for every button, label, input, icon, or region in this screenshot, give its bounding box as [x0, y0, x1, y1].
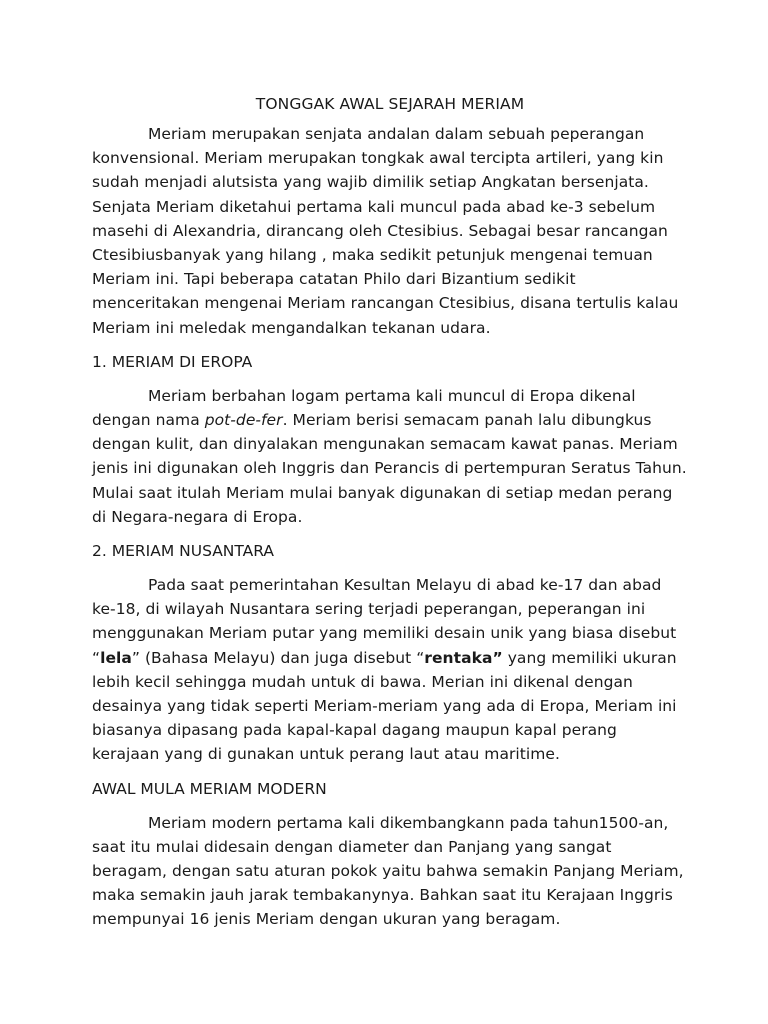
nusantara-text-3: yang memiliki ukuran lebih kecil sehingga mudah untuk di bawa. Merian ini dikenal dengan desainya yang tidak seperti Meriam-meriam yang ada di Eropa, Meriam ini biasanya dipasang pada kapal-kapal dagang maupun kapal perang kerajaan yang di gunakan untuk perang laut atau maritime. [92, 648, 677, 764]
nusantara-paragraph [92, 573, 688, 767]
nusantara-text-2: ” (Bahasa Melayu) dan juga disebut “ [131, 648, 425, 667]
modern-paragraph: Meriam modern pertama kali dikembangkann pada tahun1500-an, saat itu mulai didesain dengan diameter dan Panjang yang sangat beragam, dengan satu aturan pokok yaitu bahwa semakin Panjang Meriam, maka semakin jauh jarak tembakanynya. Bahkan saat itu Kerajaan Inggris mempunyai 16 jenis Meriam dengan ukuran yang beragam. [92, 813, 684, 929]
section-heading-eropa: 1. MERIAM DI EROPA [92, 352, 253, 371]
document-title: TONGGAK AWAL SEJARAH MERIAM [255, 95, 525, 113]
eropa-italic-term: pot-de-fer [204, 411, 283, 430]
eropa-paragraph [92, 384, 688, 529]
eropa-text-2: . Meriam berisi semacam panah lalu dibungkus dengan kulit, dan dinyalakan mengunakan semacam kawat panas. Meriam jenis ini digunakan oleh Inggris dan Perancis di pertempuran Seratus Tahun. Mulai saat itulah Meriam mulai banyak digunakan di setiap medan perang di Negara-negara di Eropa. [92, 411, 687, 526]
nusantara-bold-lela: lela [100, 648, 132, 667]
nusantara-bold-rentaka: rentaka” [424, 648, 503, 667]
eropa-text-1: Meriam berbahan logam pertama kali muncul di Eropa dikenal dengan nama [92, 386, 636, 430]
nusantara-text-1: Pada saat pemerintahan Kesultan Melayu di abad ke-17 dan abad ke-18, di wilayah Nusantara sering terjadi peperangan, peperangan ini menggunakan Meriam putar yang memiliki desain unik yang biasa disebut “ [92, 576, 677, 667]
section-heading-nusantara: 2. MERIAM NUSANTARA [92, 542, 275, 561]
intro-paragraph: Meriam merupakan senjata andalan dalam sebuah peperangan konvensional. Meriam merupakan tongkak awal tercipta artileri, yang kin sudah menjadi alutsista yang wajib dimilik setiap Angkatan bersenjata. Senjata Meriam diketahui pertama kali muncul pada abad ke-3 sebelum masehi di Alexandria, dirancang oleh Ctesibius. Sebagai besar rancangan Ctesibiusbanyak yang hilang , maka sedikit petunjuk mengenai temuan Meriam ini. Tapi beberapa catatan Philo dari Bizantium sedikit menceritakan mengenai Meriam rancangan Ctesibius, disana tertulis kalau Meriam ini meledak mengandalkan tekanan udara. [92, 125, 679, 337]
section-heading-modern: AWAL MULA MERIAM MODERN [92, 779, 327, 798]
